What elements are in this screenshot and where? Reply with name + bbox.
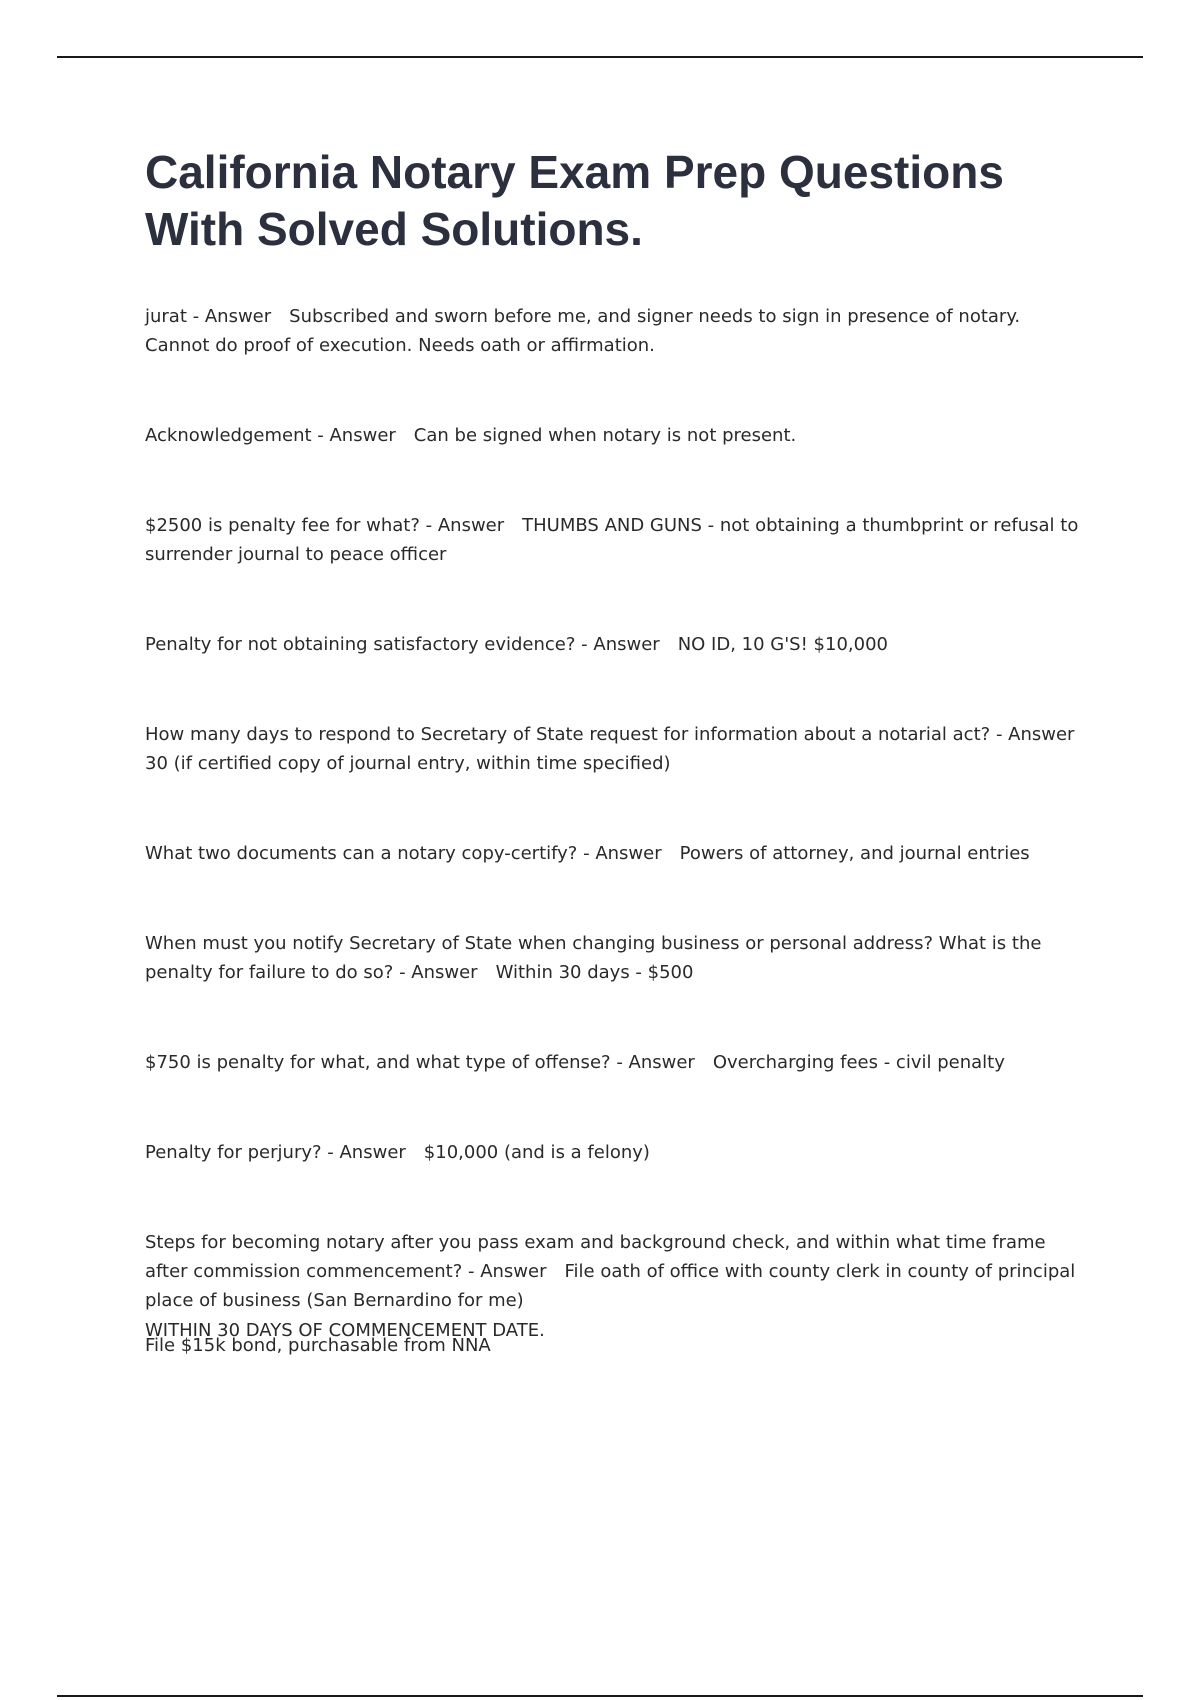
qa-entry-address-change <box>145 929 1090 987</box>
extra-line-bond: File $15k bond, purchasable from NNA <box>145 1335 491 1356</box>
question-text: $2500 is penalty fee for what? <box>145 515 420 536</box>
answer-marker: - Answer <box>995 724 1075 745</box>
title-line-1: California Notary Exam Prep Questions <box>145 146 1004 198</box>
answer-marker: - Answer <box>581 634 660 655</box>
question-text: What two documents can a notary copy-certify? <box>145 843 578 864</box>
qa-entry-2500-penalty <box>145 511 1090 569</box>
answer-marker: - Answer <box>192 306 272 327</box>
answer-marker: - Answer <box>616 1052 695 1073</box>
answer-text: Powers of attorney, and journal entries <box>679 843 1030 864</box>
answer-text: $10,000 (and is a felony) <box>423 1142 650 1163</box>
question-text: Penalty for not obtaining satisfactory evidence? <box>145 634 576 655</box>
question-text: jurat <box>145 306 187 327</box>
answer-text: Overcharging fees - civil penalty <box>712 1052 1005 1073</box>
top-rule <box>57 56 1143 58</box>
answer-text: THUMBS AND GUNS - not obtaining a thumbprint or refusal to surrender journal to peace officer <box>145 515 1079 565</box>
qa-list <box>145 302 1090 1356</box>
answer-marker: - Answer <box>399 962 478 983</box>
qa-entry-respond-days <box>145 720 1090 778</box>
qa-entry-acknowledgement <box>145 421 1090 450</box>
qa-entry-becoming-notary <box>145 1228 1090 1315</box>
question-text: Acknowledgement <box>145 425 312 446</box>
answer-text: Can be signed when notary is not present. <box>413 425 797 446</box>
answer-text: NO ID, 10 G'S! $10,000 <box>677 634 888 655</box>
answer-text: Subscribed and sworn before me, and signer needs to sign in presence of notary. Cannot do proof of execution. Needs oath or affirmation. <box>145 306 1021 356</box>
question-text: When must you notify Secretary of State when changing business or personal address? What is the penalty for failure to do so? <box>145 933 1042 983</box>
document-body <box>145 144 1090 1356</box>
question-text: Penalty for perjury? <box>145 1142 322 1163</box>
qa-entry-satisfactory-evidence <box>145 630 1090 659</box>
extra-line-deadline: WITHIN 30 DAYS OF COMMENCEMENT DATE. <box>145 1320 545 1341</box>
qa-entry-copy-certify <box>145 839 1090 868</box>
title-line-2: With Solved Solutions. <box>145 203 643 255</box>
answer-text: File oath of office with county clerk in county of principal place of business (San Bernardino for me) <box>145 1261 1076 1311</box>
answer-text: Within 30 days - $500 <box>495 962 694 983</box>
qa-entry-jurat <box>145 302 1090 360</box>
answer-marker: - Answer <box>327 1142 406 1163</box>
question-text: How many days to respond to Secretary of State request for information about a notarial act? <box>145 724 991 745</box>
answer-text: 30 (if certified copy of journal entry, within time specified) <box>145 753 671 774</box>
document-title <box>145 144 1090 258</box>
answer-marker: - Answer <box>425 515 505 536</box>
qa-entry-perjury <box>145 1138 1090 1167</box>
answer-marker: - Answer <box>583 843 662 864</box>
answer-marker: - Answer <box>467 1261 547 1282</box>
bottom-rule <box>57 1695 1143 1697</box>
qa-entry-750-penalty <box>145 1048 1090 1077</box>
answer-marker: - Answer <box>317 425 396 446</box>
question-text: Steps for becoming notary after you pass exam and background check, and within what time frame after commission commencement? <box>145 1232 1046 1282</box>
question-text: $750 is penalty for what, and what type of offense? <box>145 1052 611 1073</box>
